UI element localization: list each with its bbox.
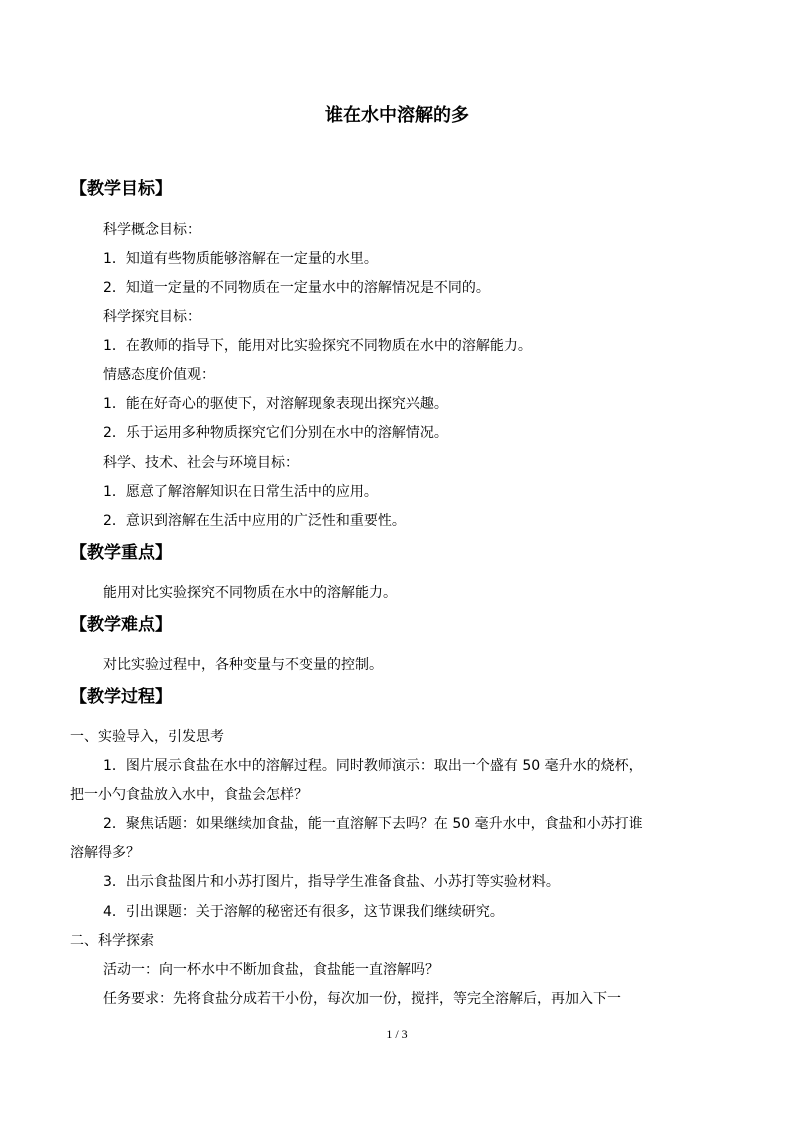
- objective-line: 2．意识到溶解在生活中应用的广泛性和重要性。: [103, 513, 406, 529]
- page-number: 1 / 3: [386, 1027, 408, 1041]
- objective-line: 科学、技术、社会与环境目标：: [103, 455, 299, 471]
- objective-line: 情感态度价值观：: [103, 367, 215, 383]
- page-title: 谁在水中溶解的多: [325, 105, 469, 126]
- objective-line: 1．知道有些物质能够溶解在一定量的水里。: [103, 251, 378, 267]
- process-line: 活动一：向一杯水中不断加食盐，食盐能一直溶解吗？: [103, 962, 439, 978]
- process-line: 3．出示食盐图片和小苏打图片，指导学生准备食盐、小苏打等实验材料。: [103, 874, 560, 890]
- section-heading-process: 【教学过程】: [70, 687, 172, 707]
- section-heading-difficulties: 【教学难点】: [70, 615, 172, 635]
- process-line: 1．图片展示食盐在水中的溶解过程。同时教师演示：取出一个盛有 50 毫升水的烧杯，: [103, 758, 643, 774]
- objective-line: 2．乐于运用多种物质探究它们分别在水中的溶解情况。: [103, 425, 448, 441]
- process-line: 溶解得多？: [70, 845, 140, 861]
- process-line: 2．聚焦话题：如果继续加食盐，能一直溶解下去吗？在 50 毫升水中，食盐和小苏打谁: [103, 816, 643, 832]
- process-line: 一、实验导入，引发思考: [70, 729, 224, 745]
- process-line: 二、科学探索: [70, 933, 154, 949]
- objective-line: 科学探究目标：: [103, 309, 201, 325]
- key-point-line: 能用对比实验探究不同物质在水中的溶解能力。: [103, 585, 397, 601]
- objective-line: 1．能在好奇心的驱使下，对溶解现象表现出探究兴趣。: [103, 396, 448, 412]
- process-line: 把一小勺食盐放入水中，食盐会怎样？: [70, 787, 308, 803]
- objective-line: 1．在教师的指导下，能用对比实验探究不同物质在水中的溶解能力。: [103, 338, 532, 354]
- objective-line: 1．愿意了解溶解知识在日常生活中的应用。: [103, 484, 378, 500]
- section-heading-key-points: 【教学重点】: [70, 543, 172, 563]
- objective-line: 2．知道一定量的不同物质在一定量水中的溶解情况是不同的。: [103, 280, 490, 296]
- section-heading-objectives: 【教学目标】: [70, 179, 172, 199]
- process-line: 4．引出课题：关于溶解的秘密还有很多，这节课我们继续研究。: [103, 904, 504, 920]
- process-line: 任务要求：先将食盐分成若干小份，每次加一份，搅拌，等完全溶解后，再加入下一: [103, 991, 621, 1007]
- objective-line: 科学概念目标：: [103, 222, 201, 238]
- difficulty-line: 对比实验过程中，各种变量与不变量的控制。: [103, 657, 383, 673]
